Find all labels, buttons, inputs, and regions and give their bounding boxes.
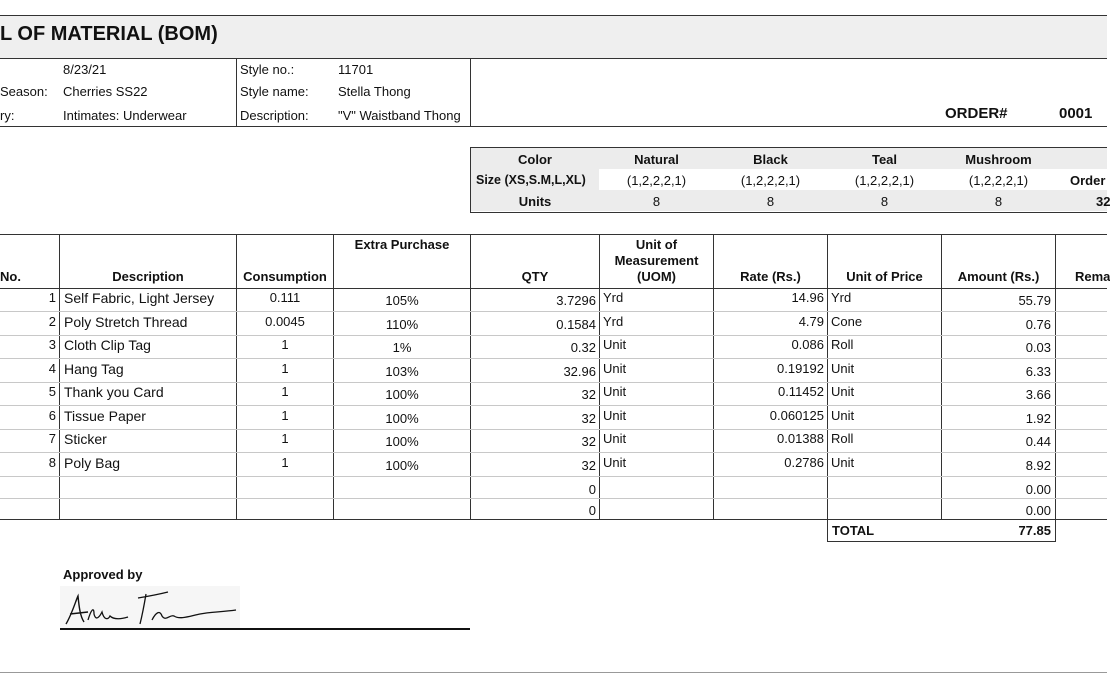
cell-consumption: 1 bbox=[281, 431, 289, 446]
cell-unit-price: Unit bbox=[831, 361, 855, 376]
cell-qty: 0 bbox=[588, 503, 596, 518]
cell-uom: Unit bbox=[603, 384, 627, 399]
cell-qty: 32 bbox=[581, 411, 596, 426]
cell-qty: 32.96 bbox=[563, 364, 596, 379]
date-value: 8/23/21 bbox=[63, 62, 107, 77]
cell-amount: 0.03 bbox=[1025, 340, 1051, 355]
cell-rate: 0.11452 bbox=[777, 384, 824, 399]
header-remarks: Rema bbox=[1075, 269, 1110, 284]
header-extra-purchase: Extra Purchase bbox=[354, 237, 450, 252]
cell-amount: 1.92 bbox=[1025, 411, 1051, 426]
cell-qty: 0 bbox=[588, 482, 596, 497]
header-amount: Amount (Rs.) bbox=[957, 269, 1040, 284]
page-title: L OF MATERIAL (BOM) bbox=[0, 23, 218, 45]
size-teal: (1,2,2,2,1) bbox=[854, 173, 915, 188]
cell-no: 7 bbox=[48, 431, 56, 446]
cell-qty: 3.7296 bbox=[556, 293, 596, 308]
header-unit-price: Unit of Price bbox=[846, 269, 923, 284]
cell-consumption: 1 bbox=[281, 384, 289, 399]
style-no-value: 11701 bbox=[338, 62, 374, 77]
cell-amount: 8.92 bbox=[1025, 458, 1051, 473]
cell-consumption: 0.111 bbox=[269, 290, 301, 305]
cell-qty: 32 bbox=[581, 458, 596, 473]
cell-description: Thank you Card bbox=[64, 384, 164, 400]
header-rate: Rate (Rs.) bbox=[740, 269, 801, 284]
approved-by-label: Approved by bbox=[63, 567, 143, 582]
cell-consumption: 0.0045 bbox=[265, 314, 305, 329]
color-natural: Natural bbox=[634, 152, 679, 167]
cell-uom: Yrd bbox=[603, 314, 624, 329]
cell-consumption: 1 bbox=[281, 455, 289, 470]
color-mushroom: Mushroom bbox=[965, 152, 1032, 167]
category-label: ry: bbox=[0, 108, 15, 123]
units-mushroom: 8 bbox=[994, 194, 1003, 209]
cell-amount: 6.33 bbox=[1025, 364, 1051, 379]
cell-consumption: 1 bbox=[281, 337, 289, 352]
style-no-label: Style no.: bbox=[240, 62, 295, 77]
cell-description: Hang Tag bbox=[64, 361, 124, 377]
color-teal: Teal bbox=[871, 152, 898, 167]
cell-rate: 0.060125 bbox=[769, 408, 824, 423]
header-description: Description bbox=[112, 269, 184, 284]
cell-description: Sticker bbox=[64, 431, 107, 447]
total-label: TOTAL bbox=[832, 523, 875, 538]
order-col-units: 32 bbox=[1096, 194, 1110, 209]
cell-no: 4 bbox=[48, 361, 56, 376]
cell-rate: 0.19192 bbox=[777, 361, 824, 376]
style-name-value: Stella Thong bbox=[338, 84, 411, 99]
cell-uom: Unit bbox=[603, 455, 627, 470]
cell-qty: 32 bbox=[581, 434, 596, 449]
size-row-label-units: Units bbox=[518, 194, 552, 209]
size-row-label-size: Size (XS,S.M,L,XL) bbox=[476, 173, 586, 187]
cell-qty: 32 bbox=[581, 387, 596, 402]
size-black: (1,2,2,2,1) bbox=[740, 173, 801, 188]
cell-no: 8 bbox=[48, 455, 56, 470]
cell-consumption: 1 bbox=[281, 361, 289, 376]
order-col-header: Order bbox=[1070, 173, 1106, 188]
units-black: 8 bbox=[766, 194, 775, 209]
cell-unit-price: Unit bbox=[831, 408, 855, 423]
cell-no: 5 bbox=[48, 384, 56, 399]
cell-amount: 3.66 bbox=[1025, 387, 1051, 402]
cell-extra-purchase: 110% bbox=[385, 317, 419, 332]
cell-unit-price: Yrd bbox=[831, 290, 852, 305]
cell-uom: Unit bbox=[603, 408, 627, 423]
color-black: Black bbox=[753, 152, 788, 167]
cell-extra-purchase: 105% bbox=[385, 293, 419, 308]
cell-extra-purchase: 100% bbox=[385, 411, 419, 426]
cell-no: 2 bbox=[48, 314, 56, 329]
cell-description: Cloth Clip Tag bbox=[64, 337, 151, 353]
cell-description: Poly Bag bbox=[64, 455, 121, 471]
cell-uom: Unit bbox=[603, 361, 627, 376]
order-label: ORDER# bbox=[945, 105, 1008, 122]
header-no: No. bbox=[0, 269, 21, 284]
cell-rate: 0.086 bbox=[791, 337, 824, 352]
cell-uom: Unit bbox=[603, 337, 627, 352]
header-consumption: Consumption bbox=[243, 269, 327, 284]
order-value: 0001 bbox=[1059, 105, 1093, 122]
season-value: Cherries SS22 bbox=[63, 84, 148, 99]
cell-qty: 0.32 bbox=[570, 340, 596, 355]
cell-description: Poly Stretch Thread bbox=[64, 314, 188, 330]
units-natural: 8 bbox=[652, 194, 661, 209]
cell-description: Tissue Paper bbox=[64, 408, 146, 424]
cell-rate: 4.79 bbox=[798, 314, 824, 329]
cell-unit-price: Unit bbox=[831, 384, 855, 399]
cell-consumption: 1 bbox=[281, 408, 289, 423]
cell-extra-purchase: 100% bbox=[385, 434, 419, 449]
cell-amount: 0.00 bbox=[1025, 482, 1051, 497]
cell-unit-price: Cone bbox=[831, 314, 863, 329]
cell-qty: 0.1584 bbox=[556, 317, 596, 332]
header-qty: QTY bbox=[521, 269, 549, 284]
header-uom: Unit of Measurement (UOM) bbox=[614, 237, 699, 284]
cell-rate: 0.01388 bbox=[777, 431, 824, 446]
cell-uom: Yrd bbox=[603, 290, 624, 305]
cell-extra-purchase: 100% bbox=[385, 458, 419, 473]
cell-extra-purchase: 1% bbox=[392, 340, 412, 355]
size-row-label-color: Color bbox=[518, 152, 552, 167]
cell-rate: 0.2786 bbox=[784, 455, 824, 470]
cell-unit-price: Unit bbox=[831, 455, 855, 470]
season-label: Season: bbox=[0, 84, 48, 99]
cell-amount: 0.00 bbox=[1025, 503, 1051, 518]
cell-unit-price: Roll bbox=[831, 431, 854, 446]
size-mushroom: (1,2,2,2,1) bbox=[968, 173, 1029, 188]
cell-no: 6 bbox=[48, 408, 56, 423]
cell-rate: 14.96 bbox=[791, 290, 824, 305]
description-value: "V" Waistband Thong bbox=[338, 108, 461, 123]
cell-unit-price: Roll bbox=[831, 337, 854, 352]
cell-no: 3 bbox=[48, 337, 56, 352]
cell-no: 1 bbox=[48, 290, 56, 305]
cell-extra-purchase: 100% bbox=[385, 387, 419, 402]
total-value: 77.85 bbox=[1018, 523, 1051, 538]
cell-amount: 55.79 bbox=[1018, 293, 1051, 308]
category-value: Intimates: Underwear bbox=[63, 108, 187, 123]
cell-uom: Unit bbox=[603, 431, 627, 446]
style-name-label: Style name: bbox=[240, 84, 309, 99]
units-teal: 8 bbox=[880, 194, 889, 209]
cell-amount: 0.44 bbox=[1025, 434, 1051, 449]
cell-extra-purchase: 103% bbox=[385, 364, 419, 379]
signature bbox=[60, 586, 240, 628]
cell-amount: 0.76 bbox=[1025, 317, 1051, 332]
cell-description: Self Fabric, Light Jersey bbox=[64, 290, 215, 306]
description-label: Description: bbox=[240, 108, 309, 123]
size-natural: (1,2,2,2,1) bbox=[626, 173, 687, 188]
